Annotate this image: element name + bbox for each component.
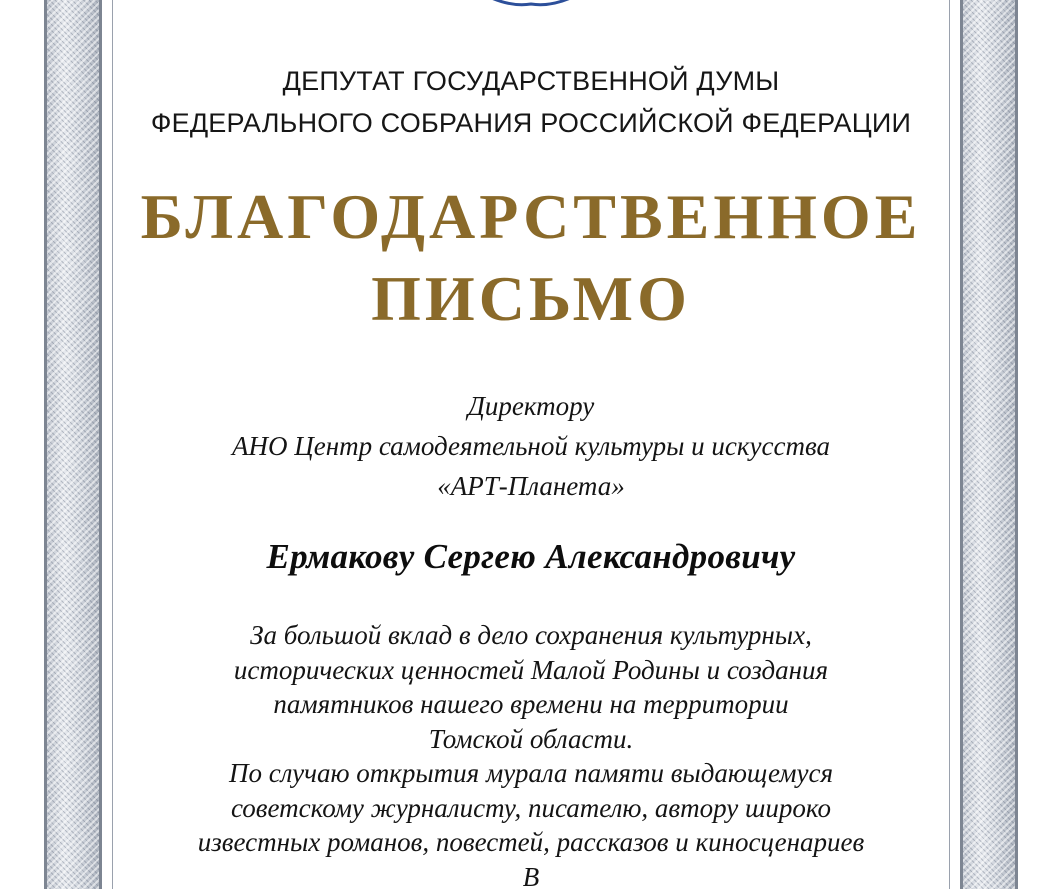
addressee-line: Директору: [120, 386, 942, 426]
issuer-line: ДЕПУТАТ ГОСУДАРСТВЕННОЙ ДУМЫ: [120, 60, 942, 102]
citation-line: исторических ценностей Малой Родины и создания: [120, 653, 942, 688]
recipient-name: Ермакову Сергею Александровичу: [120, 534, 942, 580]
right-inner-frame-line: [949, 0, 950, 889]
citation-line: В: [120, 860, 942, 894]
title-line: ПИСЬМО: [120, 258, 942, 340]
citation-line: Томской области.: [120, 722, 942, 757]
citation-line: известных романов, повестей, рассказов и киносценариев: [120, 825, 942, 860]
citation-line: По случаю открытия мурала памяти выдающемуся: [120, 756, 942, 791]
right-border-ornament: [960, 0, 1018, 889]
certificate-sheet: [120, 0, 942, 889]
issuer-line: ФЕДЕРАЛЬНОГО СОБРАНИЯ РОССИЙСКОЙ ФЕДЕРАЦИИ: [120, 102, 942, 144]
left-inner-frame-line: [112, 0, 113, 889]
citation-line: советскому журналисту, писателю, автору широко: [120, 791, 942, 826]
addressee-line: «АРТ-Планета»: [120, 466, 942, 506]
title-line: БЛАГОДАРСТВЕННОЕ: [120, 176, 942, 258]
document-title: [120, 176, 942, 340]
addressee-line: АНО Центр самодеятельной культуры и искусства: [120, 426, 942, 466]
addressee-block: [120, 386, 942, 506]
left-border-ornament: [44, 0, 102, 889]
citation-line: памятников нашего времени на территории: [120, 687, 942, 722]
citation-text: [120, 618, 942, 894]
citation-line: За большой вклад в дело сохранения культурных,: [120, 618, 942, 653]
issuer-heading: [120, 60, 942, 144]
